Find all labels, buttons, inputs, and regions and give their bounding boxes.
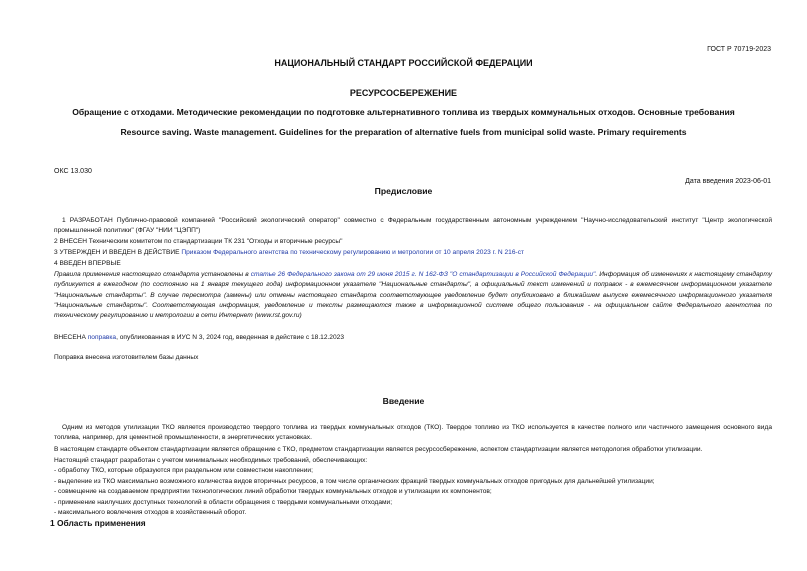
amendment-note: Поправка внесена изготовителем базы данных [54,354,199,361]
preface-item-3 [54,248,772,258]
amendment-link[interactable]: поправка [87,334,117,341]
amendment-rest: , опубликованная в ИУС N 3, 2024 год, введенная в действие с 18.12.2023 [116,334,344,341]
preface-item-2: 2 ВНЕСЕН Техническим комитетом по стандартизации ТК 231 "Отходы и вторичные ресурсы" [54,238,343,245]
rules-text-prefix: Правила применения настоящего стандарта установлены в [54,271,251,278]
intro-bullet: - совмещение на создаваемом предприятии технологических линий обработки твердых коммунальных отходов и утилизации их компонентов; [54,488,492,495]
document-number: ГОСТ Р 70719-2023 [707,46,771,53]
intro-bullet: - применение наилучших доступных технологий в области обращения с твердыми коммунальными отходами; [54,499,393,506]
intro-bullet: - выделение из ТКО максимально возможного количества видов вторичных ресурсов, в том числе органических фракций твердых коммунальных отходов пригодных для дальнейшей утилизации; [54,478,655,485]
amendment-line [54,333,772,343]
intro-paragraph-3: Настоящий стандарт разработан с учетом минимальных необходимых требований, обеспечивающих: [54,457,368,464]
intro-bullet: - обработку ТКО, которые образуются при раздельном или совместном накоплении; [54,467,313,474]
introduction-heading: Введение [382,396,425,406]
intro-bullet: - максимального вовлечения отходов в хозяйственный оборот. [54,509,247,516]
rules-text-rest: . Информация об изменениях к настоящему стандарту публикуется в ежегодном (по состоянию на 1 января текущего года) информационном указателе "Национальные стандарты", а официальный текст изменений и поправок - в ежемесячном информационном указателе "Национальные стандарты". В случае пересмотра (замены) или отмены настоящего стандарта соответствующее уведомление будет опубликовано в ближайшем выпуске ежемесячного информационного указателя "Национальные стандарты". Соответствующая информация, уведомление и тексты размещаются также в информационной системе общего пользования - на официальном сайте Федерального агентства по техническому регулированию и метрологии в сети Интернет (www.rst.gov.ru) [54,271,772,320]
intro-paragraph-2: В настоящем стандарте объектом стандартизации является обращение с ТКО, предметом стандартизации является ресурсосбережение, аспектом стандартизации является методология обработки утилизации. [54,446,703,453]
amendment-prefix: ВНЕСЕНА [54,334,88,341]
intro-paragraph-1: Одним из методов утилизации ТКО является производство твердого топлива из твердых коммунальных отходов (ТКО). Твердое топливо из ТКО используется в качестве полного или частичного замещения основного вида топлива, например, для цементной промышленности, в энергетических установках. [54,424,772,442]
section-1-heading: 1 Область применения [50,518,146,528]
preface-item-3-text: 3 УТВЕРЖДЕН И ВВЕДЕН В ДЕЙСТВИЕ [54,249,182,256]
national-standard-heading: НАЦИОНАЛЬНЫЙ СТАНДАРТ РОССИЙСКОЙ ФЕДЕРАЦИИ [274,58,533,68]
category-heading: РЕСУРСОСБЕРЕЖЕНИЕ [349,88,458,98]
preface-item-4: 4 ВВЕДЕН ВПЕРВЫЕ [54,260,121,267]
oks-code: ОКС 13.030 [54,168,92,175]
preface-item-1: 1 РАЗРАБОТАН Публично-правовой компанией "Российский экологический оператор" совместно с Федеральным государственным автономным учреждением "Научно-исследовательский институт "Центр экологической промышленной политики" (ФГАУ "НИИ "ЦЭПП") [54,217,772,235]
introduction-date: Дата введения 2023-06-01 [685,178,771,185]
order-link[interactable]: Приказом Федерального агентства по техническому регулированию и метрологии от 10 апреля 2023 г. N 216-ст [181,249,525,256]
federal-law-link[interactable]: статье 26 Федерального закона от 29 июня 2015 г. N 162-ФЗ "О стандартизации в Российской Федерации" [250,271,596,278]
preface-heading: Предисловие [374,186,433,196]
title-english: Resource saving. Waste management. Guidelines for the preparation of alternative fuels from municipal solid waste. Primary requirements [120,127,687,137]
title-russian: Обращение с отходами. Методические рекомендации по подготовке альтернативного топлива из твердых коммунальных отходов. Основные требования [72,107,735,117]
preface-rules-paragraph [54,270,772,321]
